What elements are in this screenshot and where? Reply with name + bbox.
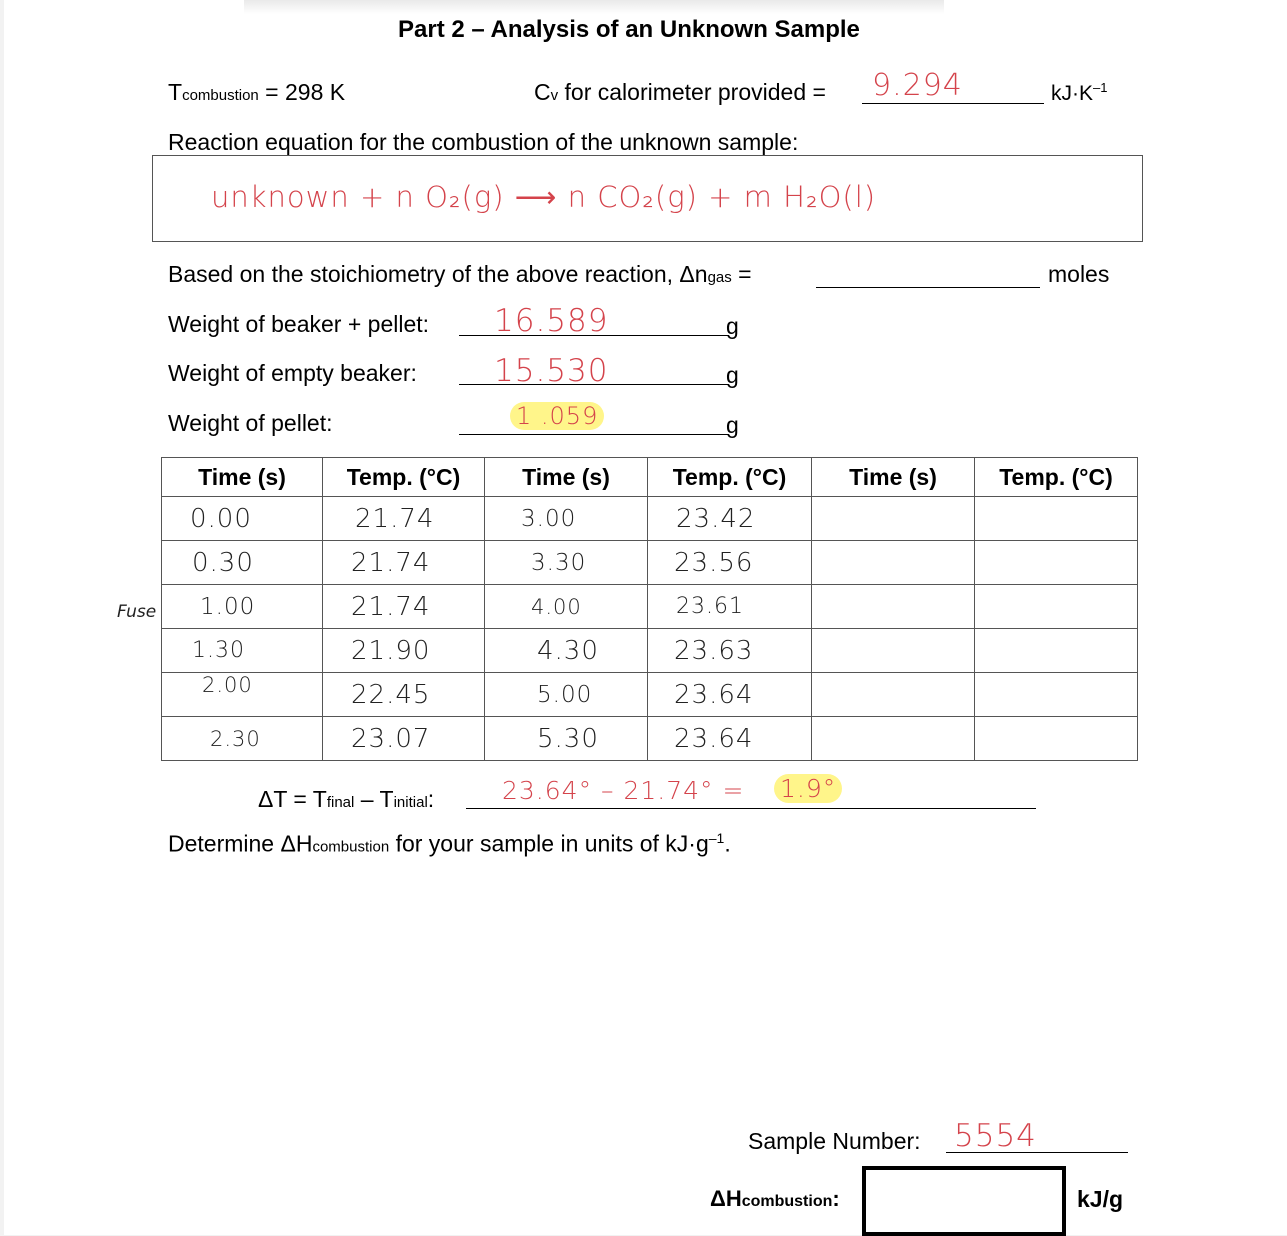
t-combustion	[168, 79, 345, 106]
delta-h-unit: kJ/g	[1077, 1186, 1124, 1212]
table-cell: 0.00	[162, 497, 323, 541]
table-cell: 1.30	[162, 629, 323, 673]
table-row	[162, 497, 1138, 541]
table-header-row	[162, 458, 1138, 497]
cv-blank	[862, 103, 1044, 104]
table-row	[162, 585, 1138, 629]
table-cell: 4.30	[485, 629, 648, 673]
table-cell: 23.63	[648, 629, 812, 673]
table-cell	[975, 717, 1138, 761]
reaction-equation: unknown + n O₂(g) ⟶ n CO₂(g) + m H₂O(l)	[211, 180, 877, 214]
table-cell: 22.45	[323, 673, 485, 717]
table-cell: 2.00	[162, 673, 323, 717]
table-cell	[812, 673, 975, 717]
delta-t-label	[258, 786, 434, 813]
table-row	[162, 717, 1138, 761]
reaction-box	[152, 155, 1143, 242]
cv-label-sub: v	[550, 87, 559, 104]
table-cell: 21.74	[323, 497, 485, 541]
weight-beaker-pellet-unit: g	[726, 313, 739, 339]
table-cell	[975, 629, 1138, 673]
header-temp-1: Temp. (°C)	[323, 458, 485, 497]
table-cell	[975, 673, 1138, 717]
delta-t-initial: initial	[393, 794, 428, 811]
delta-h-colon: :	[832, 1186, 840, 1211]
delta-h-sub: combustion	[741, 1193, 833, 1210]
delta-n-unit: moles	[1048, 261, 1110, 287]
weight-empty-beaker-unit: g	[726, 362, 739, 388]
delta-t-result: 1.9°	[774, 774, 842, 803]
header-time-1: Time (s)	[162, 458, 323, 497]
delta-t-main: ΔT = T	[258, 786, 327, 812]
weight-empty-beaker-value: 15.530	[494, 353, 609, 389]
delta-n-blank	[816, 287, 1040, 288]
table-cell: 23.64	[648, 673, 812, 717]
table-cell	[812, 541, 975, 585]
weight-pellet-unit: g	[726, 412, 739, 438]
delta-t-colon: :	[427, 786, 435, 812]
delta-n-label	[168, 261, 752, 288]
table-cell	[975, 585, 1138, 629]
weight-pellet-label: Weight of pellet:	[168, 410, 333, 436]
cv-value: 9.294	[872, 68, 963, 103]
table-cell: 3.00	[485, 497, 648, 541]
cv-label-rest: for calorimeter provided =	[558, 79, 826, 105]
table-cell: 2.30	[162, 717, 323, 761]
delta-h-main: ΔH	[710, 1186, 742, 1211]
table-row	[162, 673, 1138, 717]
header-time-2: Time (s)	[485, 458, 648, 497]
table-cell: 0.30	[162, 541, 323, 585]
table-cell	[812, 629, 975, 673]
temperature-table	[161, 457, 1138, 761]
weight-beaker-pellet-label: Weight of beaker + pellet:	[168, 311, 430, 337]
weight-empty-beaker-label: Weight of empty beaker:	[168, 360, 417, 386]
top-shadow	[244, 0, 944, 14]
determine-post: for your sample in units of kJ·g	[389, 830, 709, 857]
fuse-note: Fuse	[117, 602, 157, 622]
delta-h-answer-box[interactable]	[862, 1166, 1066, 1236]
delta-h-label	[710, 1186, 840, 1212]
table-cell	[812, 585, 975, 629]
header-temp-3: Temp. (°C)	[975, 458, 1138, 497]
t-combustion-label: T	[168, 79, 183, 105]
table-cell: 5.30	[485, 717, 648, 761]
table-cell	[812, 717, 975, 761]
header-temp-2: Temp. (°C)	[648, 458, 812, 497]
page-title: Part 2 – Analysis of an Unknown Sample	[398, 16, 860, 43]
weight-pellet-value: 1 .059	[510, 402, 604, 430]
delta-t-mid: – T	[354, 786, 394, 812]
table-cell: 1.00	[162, 585, 323, 629]
table-cell	[812, 497, 975, 541]
delta-t-calc: 23.64° – 21.74° =	[502, 776, 745, 805]
table-cell	[975, 541, 1138, 585]
table-row	[162, 629, 1138, 673]
table-cell: 4.00	[485, 585, 648, 629]
determine-pre: Determine ΔH	[168, 830, 313, 857]
cv-unit	[1051, 80, 1107, 106]
table-cell: 23.42	[648, 497, 812, 541]
table-cell: 23.07	[323, 717, 485, 761]
delta-n-post: =	[731, 261, 752, 287]
worksheet-page	[4, 0, 1287, 1235]
sample-number-label: Sample Number:	[748, 1128, 921, 1154]
sample-number-value: 5554	[954, 1118, 1037, 1154]
table-cell: 5.00	[485, 673, 648, 717]
weight-pellet-blank	[459, 434, 729, 435]
delta-n-pre: Based on the stoichiometry of the above reaction, Δn	[168, 261, 708, 287]
t-combustion-value: = 298 K	[265, 79, 346, 105]
table-cell: 21.74	[323, 585, 485, 629]
header-time-3: Time (s)	[812, 458, 975, 497]
reaction-label: Reaction equation for the combustion of the unknown sample:	[168, 129, 799, 155]
table-cell: 23.56	[648, 541, 812, 585]
table-cell: 21.90	[323, 629, 485, 673]
delta-t-final: final	[326, 794, 355, 811]
cv-label-main: C	[534, 79, 551, 105]
determine-end: .	[724, 830, 731, 857]
table-cell: 3.30	[485, 541, 648, 585]
table-row	[162, 541, 1138, 585]
determine-sup: –1	[708, 830, 725, 846]
delta-n-sub: gas	[707, 269, 732, 286]
table-cell	[975, 497, 1138, 541]
table-cell: 23.64	[648, 717, 812, 761]
determine-instruction	[168, 830, 731, 858]
cv-unit-main: kJ·K	[1051, 82, 1093, 105]
cv-unit-sup: –1	[1093, 80, 1108, 95]
table-cell: 23.61	[648, 585, 812, 629]
table-cell: 21.74	[323, 541, 485, 585]
t-combustion-sub: combustion	[182, 87, 259, 104]
cv-label	[534, 79, 826, 106]
delta-t-blank	[466, 808, 1036, 809]
weight-beaker-pellet-value: 16.589	[494, 303, 609, 339]
determine-sub: combustion	[312, 838, 390, 856]
